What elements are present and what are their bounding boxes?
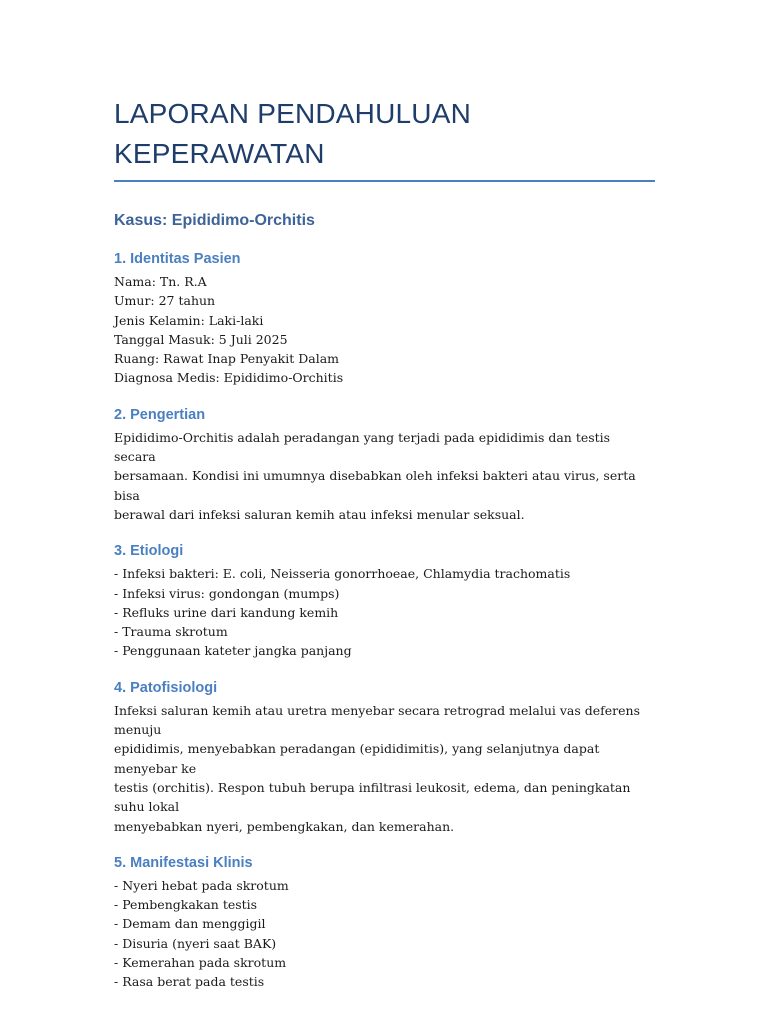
list-item: - Disuria (nyeri saat BAK): [114, 935, 277, 951]
paragraph-line: bersamaan. Kondisi ini umumnya disebabkan oleh infeksi bakteri atau virus, serta bisa: [114, 468, 636, 503]
identity-line: Ruang: Rawat Inap Penyakit Dalam: [114, 351, 340, 367]
identity-line: Umur: 27 tahun: [114, 293, 216, 309]
section-etiologi: [114, 541, 655, 660]
identity-line: Nama: Tn. R.A: [114, 274, 207, 289]
document-content: [114, 94, 655, 992]
paragraph-line: epididimis, menyebabkan peradangan (epididimitis), yang selanjutnya dapat menyebar ke: [114, 741, 600, 776]
paragraph-line: testis (orchitis). Respon tubuh berupa infiltrasi leukosit, edema, dan peningkatan suhu lokal: [114, 779, 631, 815]
section-patofisiologi: [114, 678, 655, 836]
case-heading: Kasus: Epididimo-Orchitis: [114, 212, 315, 229]
list-item: - Pembengkakan testis: [114, 897, 258, 913]
document-title: [114, 94, 655, 174]
paragraph-line: menyebabkan nyeri, pembengkakan, dan kemerahan.: [114, 818, 455, 834]
identity-line: Diagnosa Medis: Epididimo-Orchitis: [114, 370, 344, 386]
section-heading: 2. Pengertian: [114, 406, 206, 423]
list-item: - Trauma skrotum: [114, 624, 228, 640]
paragraph-line: Epididimo-Orchitis adalah peradangan yang terjadi pada epididimis dan testis secara: [114, 429, 611, 465]
identity-line: Tanggal Masuk: 5 Juli 2025: [114, 331, 288, 347]
list-item: - Infeksi bakteri: E. coli, Neisseria gonorrhoeae, Chlamydia trachomatis: [114, 566, 571, 582]
title-line-2: KEPERAWATAN: [114, 138, 325, 169]
list-item: - Demam dan menggigil: [114, 916, 266, 932]
section-heading: 5. Manifestasi Klinis: [114, 854, 253, 871]
section-identitas: [114, 249, 655, 388]
section-heading: 4. Patofisiologi: [114, 679, 218, 696]
identity-line: Jenis Kelamin: Laki-laki: [114, 312, 264, 328]
section-heading: 3. Etiologi: [114, 543, 184, 560]
section-manifestasi: [114, 853, 655, 992]
list-item: - Refluks urine dari kandung kemih: [114, 604, 339, 620]
paragraph-line: Infeksi saluran kemih atau uretra menyebar secara retrograd melalui vas deferens menuju: [114, 702, 641, 738]
title-line-1: LAPORAN PENDAHULUAN: [114, 98, 471, 129]
list-item: - Rasa berat pada testis: [114, 974, 265, 990]
section-heading: 1. Identitas Pasien: [114, 251, 241, 267]
list-item: - Kemerahan pada skrotum: [114, 955, 287, 971]
section-pengertian: [114, 405, 655, 524]
list-item: - Nyeri hebat pada skrotum: [114, 877, 289, 893]
paragraph-line: berawal dari infeksi saluran kemih atau infeksi menular seksual.: [114, 506, 525, 522]
list-item: - Penggunaan kateter jangka panjang: [114, 643, 352, 659]
list-item: - Infeksi virus: gondongan (mumps): [114, 585, 340, 601]
title-divider: [114, 180, 655, 182]
